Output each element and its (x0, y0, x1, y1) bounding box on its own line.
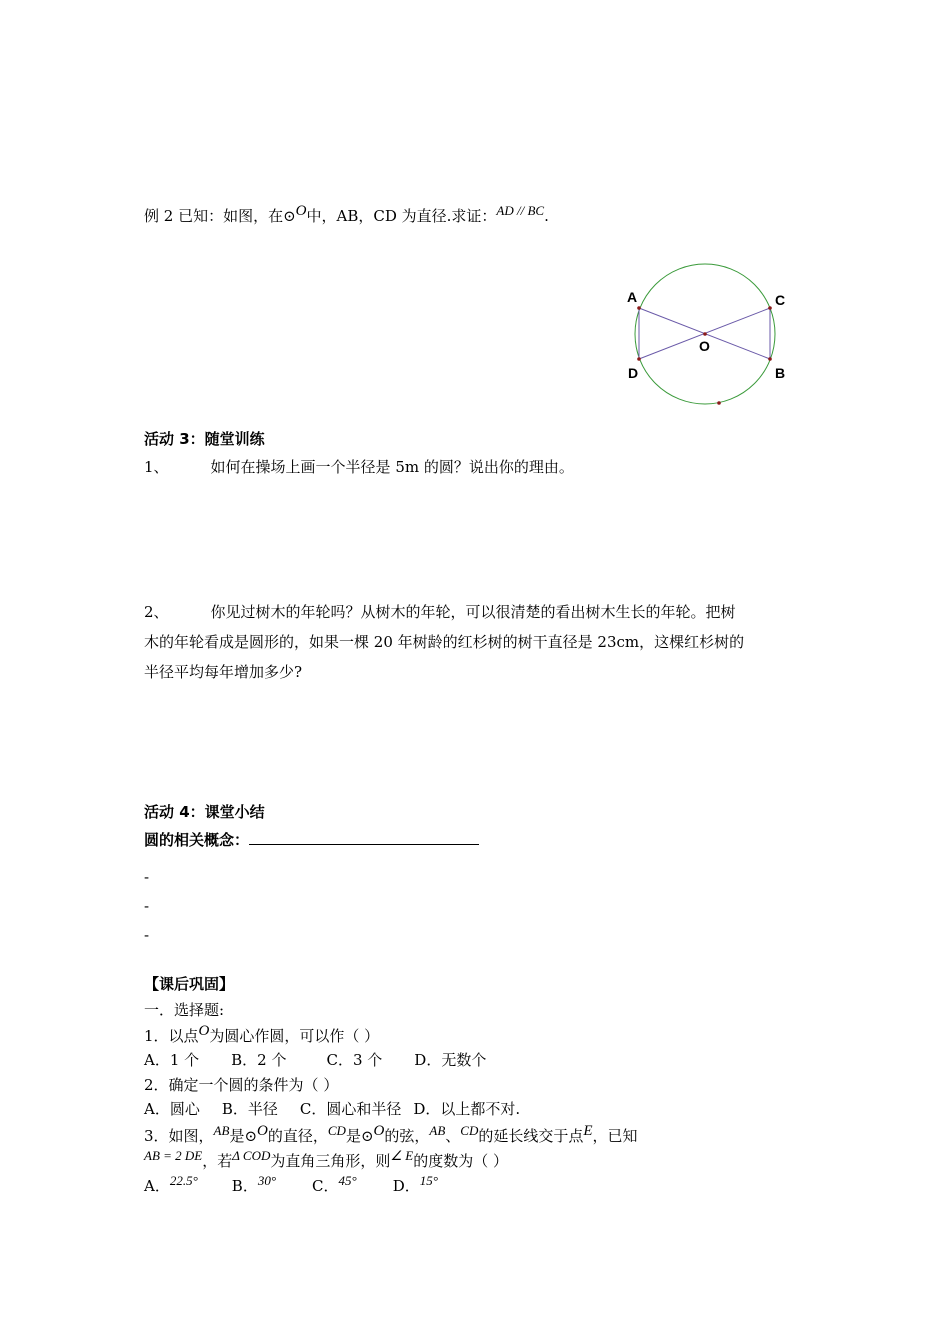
hw-q1-option-d: D．无数个 (414, 1051, 487, 1069)
label-d: D (628, 365, 639, 381)
hw-q3-text: 为直角三角形，则 (270, 1152, 391, 1170)
hw-q3-text: ，若 (202, 1152, 233, 1170)
hw-q3-text: 是⊙ (345, 1127, 374, 1145)
hw-question-3-line-1 (144, 1123, 638, 1147)
point-b (768, 357, 772, 361)
example2-statement (144, 203, 549, 227)
concept-line (144, 830, 479, 850)
point-d (637, 357, 641, 361)
hw-question-2: 2．确定一个圆的条件为（ ） (144, 1076, 339, 1094)
hw-q3-option-b-letter: B． (231, 1177, 258, 1195)
hw-q3-text: 、 (445, 1127, 461, 1145)
summary-dash-3: - (144, 926, 150, 944)
hw-q3-condition: AB = 2 DE (144, 1148, 203, 1163)
example2-middle: 中，AB，CD 为直径.求证： (306, 207, 497, 225)
hw-q1-suffix: 为圆心作圆，可以作（ ） (209, 1027, 380, 1045)
hw-q3-options (144, 1173, 438, 1197)
activity3-question-1 (144, 457, 574, 477)
hw-q3-o2: O (373, 1123, 385, 1139)
hw-q1-prefix: 1．以点 (144, 1027, 199, 1045)
q1-text: 如何在操场上画一个半径是 5m 的圆？说出你的理由。 (210, 458, 574, 476)
label-o: O (699, 338, 710, 354)
hw-q1-options (144, 1050, 486, 1070)
hw-q2-options (144, 1099, 520, 1119)
q2-line-2: 木的年轮看成是圆形的，如果一棵 20 年树龄的红杉树的树干直径是 23cm，这棵红杉树的 (144, 633, 745, 651)
hw-q2-option-c: C．圆心和半径 (299, 1100, 402, 1118)
point-a (637, 306, 641, 310)
homework-title: 【课后巩固】 (144, 975, 235, 993)
hw-q2-option-b: B．半径 (221, 1100, 278, 1118)
activity4-title: 活动 4：课堂小结 (144, 803, 265, 821)
hw-q1-var: O (198, 1023, 210, 1039)
hw-q3-cd2: CD (460, 1123, 479, 1138)
hw-q3-text: 的度数为（ ） (413, 1152, 508, 1170)
hw-question-1 (144, 1023, 380, 1047)
point-c (768, 306, 772, 310)
hw-q3-angle: ∠ E (390, 1148, 414, 1163)
concept-blank (249, 830, 479, 845)
hw-q3-ab2: AB (429, 1123, 446, 1138)
hw-q3-option-d-value: 15° (419, 1173, 438, 1188)
hw-q1-option-a: A．1 个 (144, 1051, 200, 1069)
hw-q3-text: 的弦， (384, 1127, 430, 1145)
parallel-claim: AD // BC (496, 203, 545, 218)
hw-q3-option-b-value: 30° (257, 1173, 277, 1188)
hw-q3-text: 是⊙ (229, 1127, 258, 1145)
hw-q3-ab: AB (213, 1123, 230, 1138)
q1-number: 1、 (144, 458, 169, 476)
point-extra (717, 401, 721, 405)
hw-q3-option-a-value: 22.5° (169, 1173, 198, 1188)
hw-q3-option-d-letter: D． (392, 1177, 420, 1195)
hw-q3-e: E (583, 1123, 593, 1139)
example2-suffix: . (544, 207, 549, 225)
hw-q3-text: 3．如图， (144, 1127, 214, 1145)
example2-prefix: 例 2 已知：如图，在⊙ (144, 207, 296, 225)
hw-q3-text: 的直径， (267, 1127, 328, 1145)
hw-q1-option-c: C．3 个 (326, 1051, 383, 1069)
circle-diagram (620, 258, 790, 418)
hw-q3-option-c-letter: C． (312, 1177, 339, 1195)
hw-q3-triangle: Δ COD (232, 1148, 271, 1163)
point-o (703, 332, 707, 336)
activity3-question-2 (144, 597, 812, 687)
hw-q2-option-d: D．以上都不对. (413, 1100, 521, 1118)
concept-label: 圆的相关概念： (144, 831, 250, 849)
activity3-title: 活动 3：随堂训练 (144, 430, 265, 448)
hw-q3-option-c-value: 45° (338, 1173, 357, 1188)
hw-q2-option-a: A．圆心 (144, 1100, 200, 1118)
hw-q3-cd: CD (327, 1123, 346, 1138)
hw-q1-option-b: B．2 个 (231, 1051, 287, 1069)
hw-q3-text: 的延长线交于点 (478, 1127, 584, 1145)
hw-q3-o1: O (257, 1123, 268, 1139)
q2-number: 2、 (144, 603, 169, 621)
label-a: A (627, 289, 638, 305)
summary-dash-1: - (144, 868, 150, 886)
hw-q3-option-a-letter: A． (144, 1177, 170, 1195)
hw-question-3-line-2 (144, 1148, 508, 1172)
homework-section: 一．选择题: (144, 1001, 225, 1019)
hw-q3-text: ，已知 (592, 1127, 638, 1145)
circle-name: O (295, 203, 307, 219)
label-c: C (775, 292, 786, 308)
summary-dash-2: - (144, 897, 150, 915)
label-b: B (775, 365, 786, 381)
q2-line-3: 半径平均每年增加多少? (144, 663, 303, 681)
q2-line-1: 你见过树木的年轮吗？从树木的年轮，可以很清楚的看出树木生长的年轮。把树 (210, 603, 736, 621)
